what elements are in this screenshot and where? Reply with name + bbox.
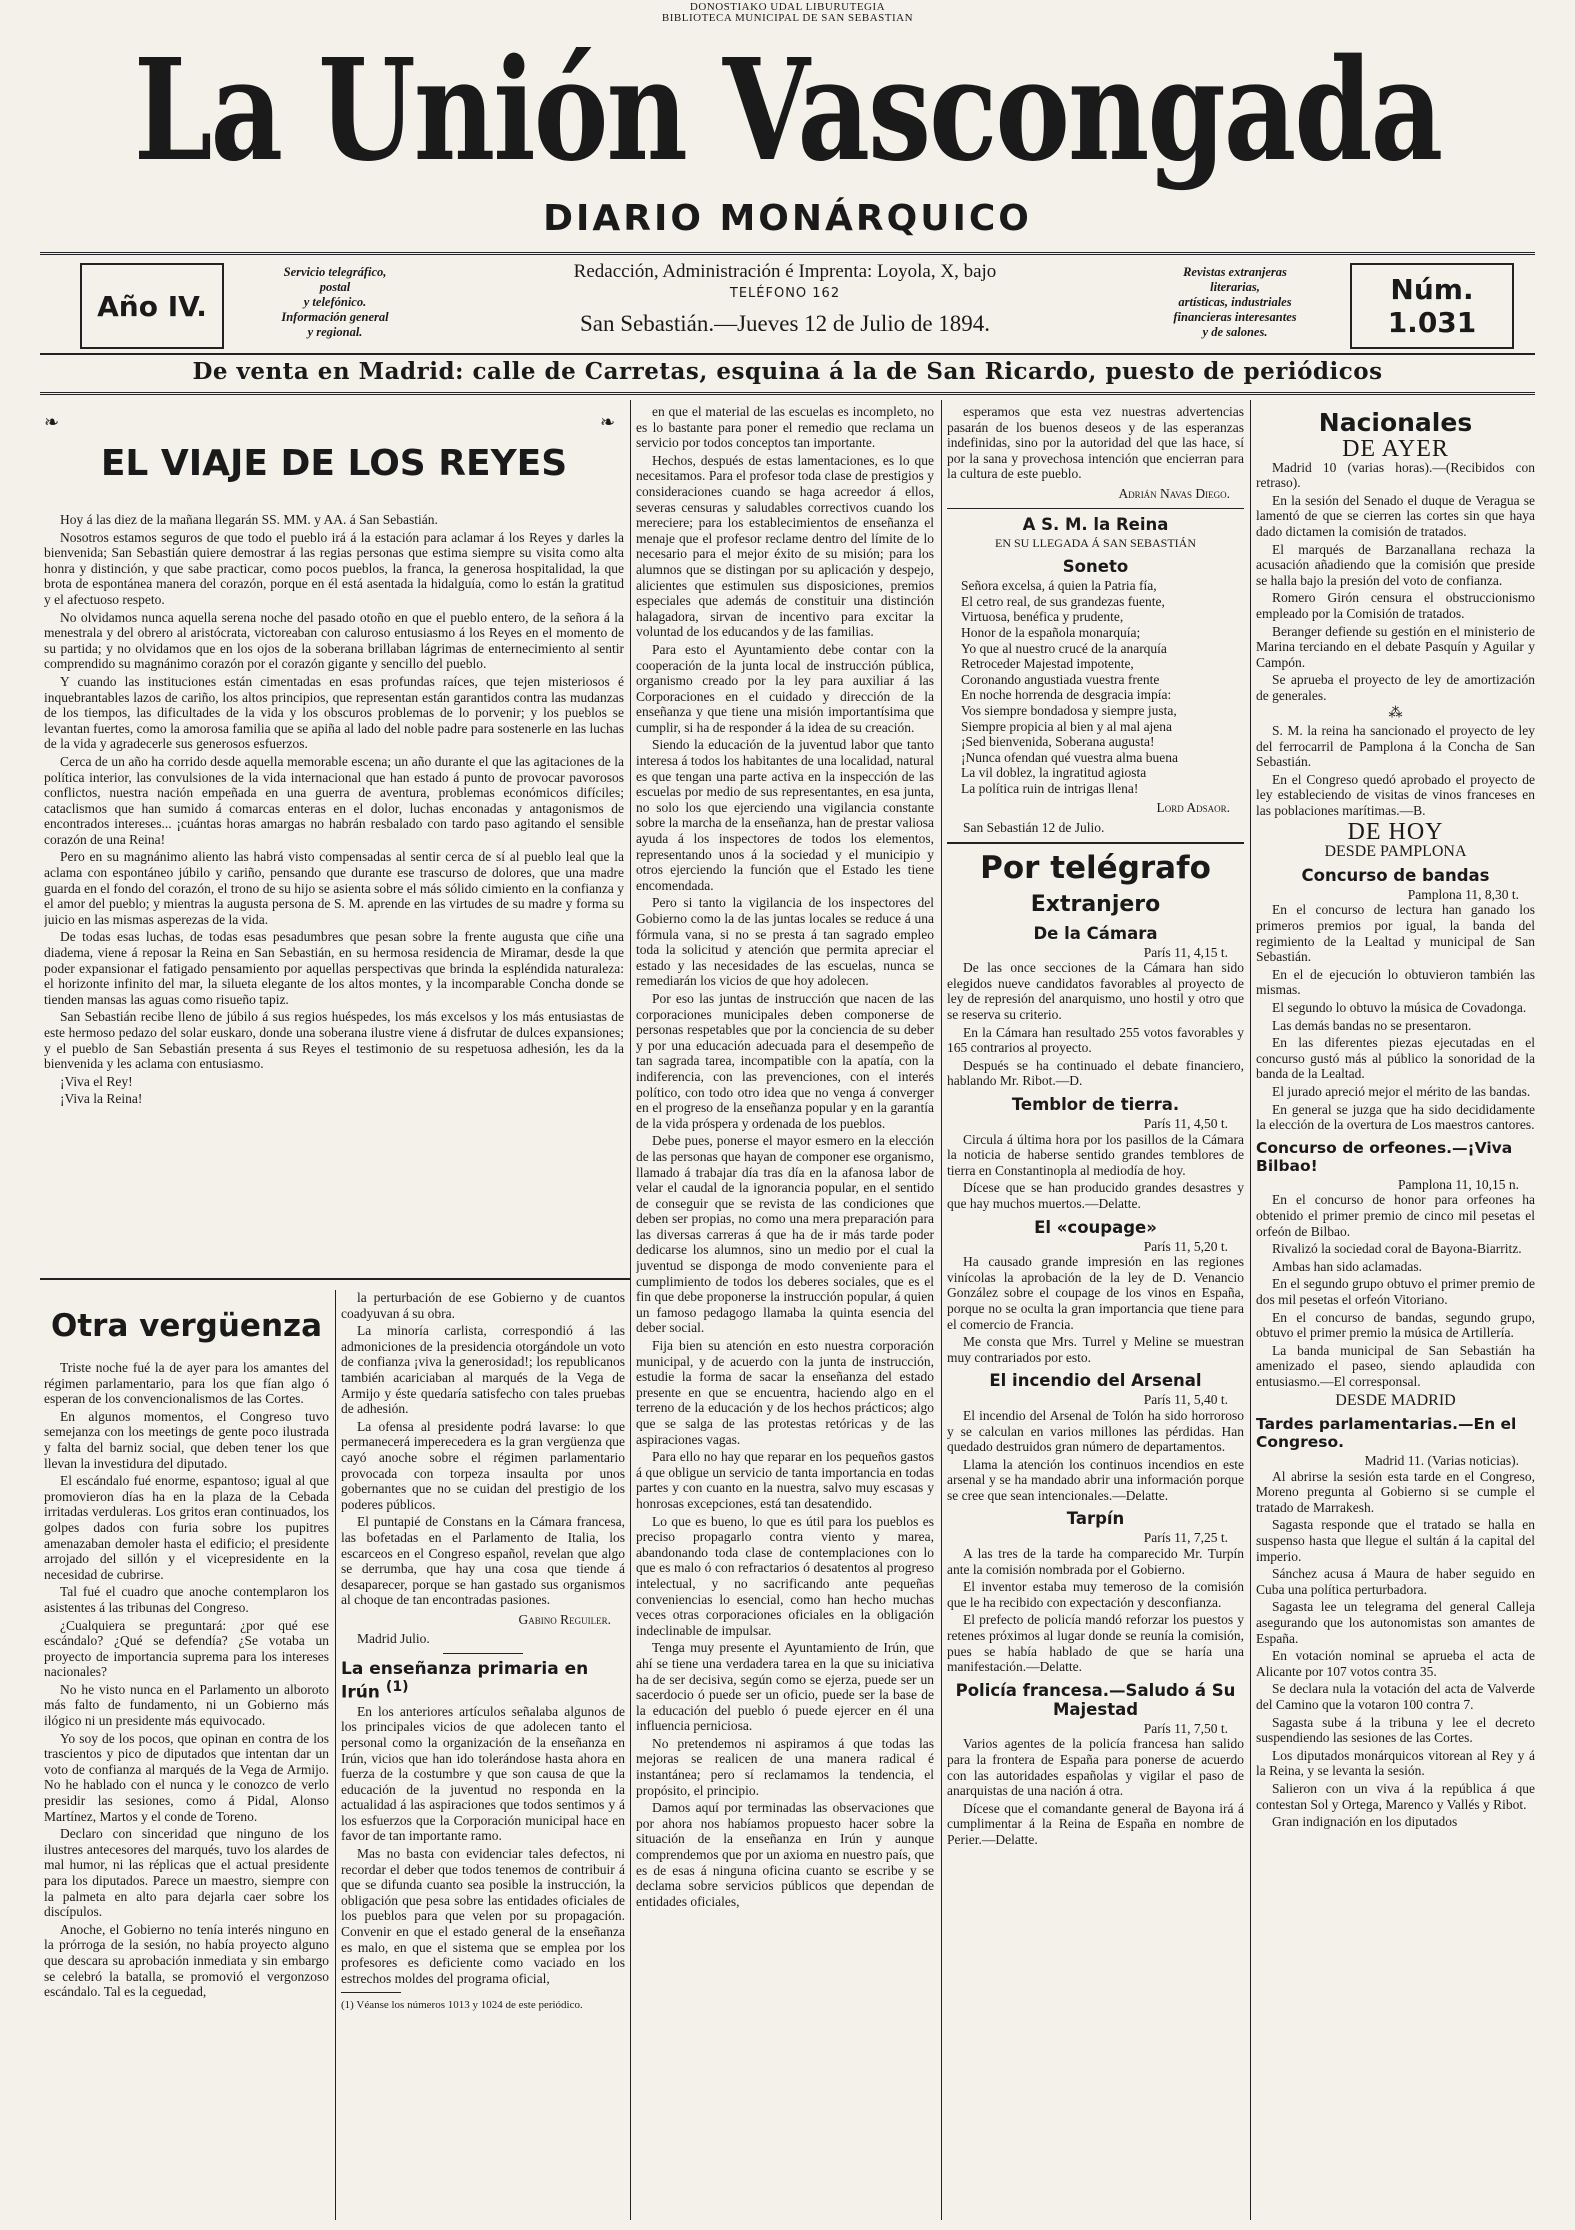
paragraph: esperamos que esta vez nuestras advertencias pasarán de los buenos deseos y de las esperanzas indefinidas, sino por la autoridad del que las hace, sí por la sana y provechosa intención que encierran para la cultura de este pueblo. [947,404,1244,482]
paragraph: Dícese que el comandante general de Bayona irá á cumplimentar á la Reina de España en nombre de Perier.—Delatte. [947,1800,1244,1847]
dateline: Madrid Julio. [357,1631,430,1647]
paragraph: La ofensa al presidente podrá lavarse: lo que permanecerá imperecedera es la gran vergüenza que cayó anoche sobre el régimen parlamentario provocada con torpeza insaulta por unos gobernantes que no se cuidan del prestigio de los poderes públicos. [341,1418,625,1512]
service-line: Servicio telegráfico, [283,265,387,279]
paragraph: Los diputados monárquicos vitorean al Rey y á la Reina, y se levanta la sesión. [1256,1747,1535,1779]
item-title: Temblor de tierra. [1011,1095,1180,1114]
paragraph: En el de ejecución lo obtuvieron también las mismas. [1256,966,1535,998]
year-box: Año IV. [80,263,224,349]
signature: Gabino Reguiler. [518,1611,611,1627]
signature: Lord Adsaor. [1156,800,1230,816]
paragraph: Siendo la educación de la juventud labor que tanto interesa á todos los habitantes de una localidad, natural es que tengan una parte activa en la inspección de las escuelas por medio de sus representantes, en esa junta, no solo los que ejerciendo una vigilancia constante sobre la marcha de la enseñanza, han de prestar valiosa ayuda á los inspectores de todos los elementos, representando unos á la sociedad y el municipio y otros ejerciendo la función que el Estado les tiene encomendada. [636,737,934,893]
paragraph: Hechos, después de estas lamentaciones, es lo que necesitamos. Para el profesor toda clase de prestigios y consideraciones cuando se haga acreedor á ellos, severas censuras y saludables correctivos cuando los mereciere; para los establecimientos de enseñanza el menaje que el profesor reclame dentro del límite de lo necesario para el mejor éxito de su misión; para los alumnos que se distingan por su aplicación y despejo, alicientes que estimulen sus disposiciones, premios especiales que además de constituir una distinción halagadora, sirvan de incentivo para excitar la voluntad de los educandos y de las familias. [636,452,934,640]
paragraph: Para ello no hay que reparar en los pequeños gastos á que obligue un servicio de tanta importancia en todas partes y con cuanto en la nuestra, salvo muy escasas y honrosas excepciones, está tan desatendido. [636,1449,934,1511]
poem-line: Siempre propicia al bien y al mal ajena [961,718,1173,734]
paragraph: Sagasta lee un telegrama del general Calleja asegurando que los autonomistas son amantes de España. [1256,1599,1535,1646]
paragraph: En el Congreso quedó aprobado el proyecto de ley estableciendo de visitas de vinos franceses en las poblaciones marítimas.—B. [1256,771,1535,819]
paragraph: Declaro con sinceridad que ninguno de los ilustres antecesores del marqués, tuvo los alardes de mal humor, ni las réplicas que el actual presidente para los diputados. Parece un maestro, siempre con la palmeta en alto para dejarla caer sobre los discípulos. [44,1826,329,1920]
paragraph: Hoy á las diez de la mañana llegarán SS. MM. y AA. á San Sebastián. [60,512,438,527]
paragraph: El segundo lo obtuvo la música de Covadonga. [1272,1000,1527,1015]
separator-stars: ⁂ [1388,705,1403,721]
phone-line: TELÉFONO 162 [729,286,841,301]
issue-number-box: Núm. 1.031 [1350,263,1514,349]
item-title: Tarpín [1066,1509,1125,1529]
paragraph: En la Cámara han resultado 255 votos favorables y 165 contrarios al proyecto. [947,1024,1244,1056]
desde-pamplona: DESDE PAMPLONA [1324,843,1467,861]
paragraph: Madrid 10 (varias horas).—(Recibidos con retraso). [1256,459,1535,491]
paragraph: El jurado apreció mejor el mérito de las bandas. [1272,1083,1531,1099]
poem-line: ¡Sed bienvenida, Soberana augusta! [961,734,1155,750]
poem-line: Honor de la española monarquía; [961,624,1141,640]
reviews-text [1135,265,1335,340]
paragraph: El puntapié de Constans en la Cámara francesa, las bofetadas en el Parlamento de Italia, los escarceos en el Congreso español, revelan que algo se derrumba, que hay una cosa que tiende á desaparecer, porque se han gastado sus organismos al choque de tan encontradas pasiones. [341,1514,625,1608]
paragraph: Sagasta responde que el tratado se halla en suspenso hasta que llegue el sultán á la capital del imperio. [1256,1517,1535,1564]
divider [947,508,1244,509]
paragraph: ¡Viva el Rey! [60,1073,133,1089]
paragraph: Me consta que Mrs. Turrel y Meline se muestran muy contrariados por esto. [947,1334,1244,1365]
paragraph: Anoche, el Gobierno no tenía interés ninguno en la prórroga de la sesión, no había proyecto alguno que descara su aprobación inmediata y sin embargo se celebró la batalla, se promovió el vergonzoso escándalo. Tal es la ceguedad, [44,1921,329,2000]
poem-line: Virtuosa, benéfica y prudente, [961,609,1124,625]
soneto-title: Soneto [1062,557,1129,577]
paragraph: la perturbación de ese Gobierno y de cuantos coadyuvan á su obra. [341,1290,625,1321]
info-bar [40,252,1535,355]
paragraph: En las diferentes piezas ejecutadas en el concurso gustó más al público la sonoridad de la banda de la Lealtad. [1256,1035,1535,1082]
paragraph: El incendio del Arsenal de Tolón ha sido horroroso y se calculan en varios millones las pérdidas. Han quedado destruidos gran número de departamentos. [947,1407,1244,1455]
divider [443,1653,523,1654]
poem-line: El cetro real, de sus grandezas fuente, [961,593,1165,609]
footnote: (1) Véanse los números 1013 y 1024 de este periódico. [341,1999,583,2012]
item-title: El «coupage» [1034,1217,1157,1237]
item-dateline: París 11, 7,25 t. [1143,1530,1228,1546]
service-line: y regional. [307,325,363,339]
paragraph: Nosotros estamos seguros de que todo el pueblo irá á la estación para aclamar á los Reyes y darles la bienvenida; San Sebastián quiere demostrar á las regias personas que estima siempre su visita como alta honra y distinción, y que sabe practicar, como pocos pueblos, la franca, la generosa hospitalidad, la que brota de espontánea manera del corazón, porque en él está asentada la hidalguía, como lo están la gratitud y el afectuoso respeto. [44,529,624,607]
reviews-line: y de salones. [1202,325,1268,339]
corner-ornament: ❧ [600,412,616,432]
paragraph: Por eso las juntas de instrucción que nacen de las corporaciones municipales deben componerse de personas respetables que por la conciencia de su deber y por una educación adecuada para el desempeño de tan sagrada tarea, incompatible con la apatía, con la indiferencia, con las prevenciones, con el interés político, con todo otro idea que no venga á converger en el progreso de la enseñanza popular y en la garantía de la vida próspera y ordenada de los pueblos. [636,990,934,1131]
de-ayer-heading: DE AYER [1342,436,1449,462]
paragraph: Varios agentes de la policía francesa han salido para la frontera de España para ponerse de acuerdo con las autoridades españolas y vigilar el paso de anarquistas de una nación á otra. [947,1736,1244,1799]
divider [947,842,1244,844]
paragraph: En la sesión del Senado el duque de Veragua se lamentó de que se cierren las cortes sin que haya dado dictamen la comisión de tratados. [1256,492,1535,539]
reina-title: A S. M. la Reina [1022,514,1169,534]
paragraph: Al abrirse la sesión esta tarde en el Congreso, Moreno pregunta al Gobierno si se cumple el tratado de Marrakesh. [1256,1468,1535,1515]
irun-title: La enseñanza primaria en Irún [341,1659,589,1703]
item-title: Tardes parlamentarias.—En el Congreso. [1256,1415,1517,1452]
paragraph: El inventor estaba muy temeroso de la comisión que le ha recibido con expectación y desconfianza. [947,1579,1244,1610]
paragraph: Romero Girón censura el obstruccionismo empleado por la Comisión de tratados. [1256,590,1535,621]
column-rule [335,1290,336,2220]
archive-line-1: DONOSTIAKO UDAL LIBURUTEGIA [689,1,886,13]
item-dateline: Madrid 11. (Varias noticias). [1364,1453,1519,1469]
paragraph: La banda municipal de San Sebastián ha amenizado el paseo, siendo aplaudida con entusiasmo.—El corresponsal. [1256,1342,1535,1389]
paragraph: Dícese que se han producido grandes desastres y que hay muchos muertos.—Delatte. [947,1180,1244,1211]
column-rule [941,400,942,2220]
paragraph: Y cuando las instituciones están cimentadas en esas profundas raíces, que tejen misteriosos é inquebrantables lazos de cariño, los altos principios, que representan están garantidos contra las mudanzas de los tiempos, las dificultades de la vida y los obscuros problemas de lo porvenir; y los pueblos se levantan fuertes, como la amorosa familia que se apiña al lado del noble padre para sostenerle en las luchas de la vida y agradecerle sus generosos esfuerzos. [44,673,624,752]
section-divider [40,1278,630,1280]
paragraph: El marqués de Barzanallana rechaza la acusación añadiendo que la comisión que preside se halla bajo la presión del voto de confianza. [1256,541,1535,588]
item-title: De la Cámara [1033,923,1158,943]
paragraph: En general se juzga que ha sido decididamente la elección de la overtura de Los maestros cantores. [1256,1101,1535,1133]
paragraph: Debe pues, ponerse el mayor esmero en la elección de las personas que hayan de componer ese organismo, llamado á trabajar día tras día en la afanosa labor de velar el caudal de la ignorancia popular, en el sentido de conseguir que se revista de las condiciones que deben ser propias, no como una mera preparación para las diversas carreras á que ha de ir más tarde poder dedicarse los alumnos, sino un medio por el cual la juventud se disponga de modo conveniente para el cumplimiento de todos los deberes sociales, que es el fin que debe proponerse la instrucción popular, á quien un famoso pedagogo llamaba la quinta esencia del deber social. [636,1133,934,1336]
address-block [450,261,1120,335]
paragraph: Pero en su magnánimo aliento las habrá visto compensadas al sentir cerca de sí al pueblo leal que la aclama con espontáneo júbilo y cariño, pensando que durante ese trascurso de dolores, que una madre guarda en el fondo del corazón, el trono de su hijo se asienta sobre el más sólido cimiento en la confianza y el amor del pueblo; y mientras la augusta persona de S. M. aprende en las virtudes de su madre y forma su juicio en las mismas asperezas de la vida. [44,849,624,927]
paragraph: Mas no basta con evidenciar tales defectos, ni recordar el deber que todos tenemos de contribuir á que se difunda cuanto sea posible la instrucción, la obligación que pesa sobre las entidades oficiales de los pueblos para que velen por su propagación. Convenir en que el estado general de la enseñanza es malo, en que el sistema que se emplea por los profesores es deficiente como vaciado en los estrechos moldes del programa oficial, [341,1846,625,1986]
extranjero-title: Extranjero [1030,891,1161,917]
paragraph: El prefecto de policía mandó reforzar los puestos y retenes próximos al lugar donde se reunía la comisión, pues se había hablado de que se haría una manifestación.—Delatte. [947,1612,1244,1675]
service-line: Información general [281,310,389,324]
paragraph: En el concurso de bandas, segundo grupo, obtuvo el primer premio la música de Artillería. [1256,1309,1535,1341]
paragraph: Rivalizó la sociedad coral de Bayona-Biarritz. [1272,1241,1522,1257]
masthead-title: La Unión Vascongada [133,29,1442,193]
footnote-mark: (1) [385,1679,409,1696]
soneto-poem [947,578,1244,796]
otra-verguenza-article [44,1290,329,2220]
paragraph: De las once secciones de la Cámara han sido elegidos nueve candidatos favorables al proyecto de ley de represión del anarquismo, uno hostil y otro que se reserva su criterio. [947,960,1244,1023]
paragraph: ¡Viva la Reina! [60,1091,143,1107]
irun-headline [341,1660,625,1702]
paragraph: Triste noche fué la de ayer para los amantes del régimen parlamentario, para los que fían algo ó esperan de los convencionalismos de las Cortes. [44,1360,329,1407]
lead-article [44,408,624,1274]
masthead-subtitle: DIARIO MONÁRQUICO [543,198,1032,239]
corner-ornament: ❧ [44,412,60,432]
paragraph: S. M. la reina ha sancionado el proyecto de ley del ferrocarril de Pamplona á la Concha de San Sebastián. [1256,723,1535,770]
paragraph: No he visto nunca en el Parlamento un alboroto más falto de fundamento, ni un Gobierno más ilógico ni un presidente más equivocado. [44,1681,329,1729]
signature: Adrián Navas Diego. [1118,485,1230,501]
paragraph: Las demás bandas no se presentaron. [1272,1017,1472,1033]
poem-line: Yo que al nuestro crucé de la anarquía [961,640,1167,656]
paragraph: Ha causado grande impresión en las regiones vinícolas la aprobación de la ley de D. Venancio González sobre el coupage de los vinos en España, porque no se oculta la gran importancia que tiene para el comercio de Francia. [947,1254,1244,1332]
paragraph: Gran indignación en los diputados [1272,1814,1458,1830]
otra-continued-and-irun [341,1290,625,2220]
paragraph: El escándalo fué enorme, espantoso; igual al que promovieron días ha en la plaza de la Cebada irritadas verduleras. Los gritos eran continuados, los golpes dados con furia sobre los pupitres amenazaban demoler hasta el edificio; el presidente arrojado del sillón y el vicepresidente en la necesidad de cubrirse. [44,1473,329,1582]
paragraph: Se declara nula la votación del acta de Valverde del Camino que la votaron 100 contra 7. [1256,1681,1535,1712]
nacionales-column [1256,404,1535,2220]
paragraph: Circula á última hora por los pasillos de la Cámara la noticia de haberse sentido grandes temblores de tierra en Constantinopla al mediodía de hoy. [947,1131,1244,1178]
archive-line-2: BIBLIOTECA MUNICIPAL DE SAN SEBASTIAN [661,12,914,24]
paragraph: San Sebastián recibe lleno de júbilo á sus regios huéspedes, los más excelsos y los más entusiastas de este hermoso pedazo del solar euskaro, donde una soberana ilustre viene á disfrutar de dulces expansiones; y el pueblo de San Sebastián presenta á sus Reyes el testimonio de su respetuosa adhesión, les da la bienvenida y les aclama con entusiasmo. [44,1009,624,1072]
poem-line: La vil doblez, la ingratitud agiosta [961,765,1147,781]
address-line: Redacción, Administración é Imprenta: Loyola, X, bajo [573,261,997,282]
paragraph: Tal fué el cuadro que anoche contemplaron los asistentes á las tribunas del Congreso. [44,1584,329,1615]
paragraph: Beranger defiende su gestión en el ministerio de Marina terciando en el debate Pasquín y Aguilar y Campón. [1256,623,1535,670]
poem-line: ¡Nunca ofendan qué vuestra alma buena [961,749,1179,765]
paragraph: Se aprueba el proyecto de ley de amortización de generales. [1256,672,1535,703]
poem-line: Vos siempre bondadosa y siempre justa, [961,702,1177,718]
item-dateline: Pamplona 11, 8,30 t. [1407,886,1519,902]
paragraph: En los anteriores artículos señalaba algunos de los principales vicios de que adolecen tanto el personal como la organización de la enseñanza en Irún, vicios que han ido tolerándose hasta ahora en fuerza de la costumbre y que son causa de que la educación de la juventud no responda en la actualidad á las aspiraciones que todos sentimos y á los esfuerzos que la Corporación municipal hace en favor de tan importante ramo. [341,1703,625,1844]
item-title: El incendio del Arsenal [989,1371,1202,1391]
telegrafo-title: Por telégrafo [980,849,1211,886]
sale-notice: De venta en Madrid: calle de Carretas, esquina á la de San Ricardo, puesto de periódicos [40,352,1535,395]
reviews-line: Revistas extranjeras [1183,265,1287,279]
paragraph: En votación nominal se aprueba el acta de Alicante por 107 votos contra 35. [1256,1648,1535,1679]
paragraph: Pero si tanto la vigilancia de los inspectores del Gobierno como la de las juntas locales se reduce á una fórmula vana, si no se presta á tan sagrado empleo toda la solicitud y atención que permita apreciar el estado y las necesidades de las escuelas, nunca se remediarán los vicios de que hoy adolecen. [636,895,934,989]
paragraph: Cerca de un año ha corrido desde aquella memorable escena; un año durante el que las agitaciones de la política interior, las convulsiones de la vida internacional que han estado á punto de provocar pavorosos conflictos, nuestra nación empeñada en una guerra de aventura, problemas económicos difíciles; cataclismos que han sumido á comarcas enteras en el dolor, luchas enconadas y antagonismos de encontrados intereses... ¡cuántas horas amargas no habrán resbalado con tardo paso agitando el sensible corazón de una Reina! [44,753,624,847]
reviews-line: artísticas, industriales [1178,295,1292,309]
paragraph: En algunos momentos, el Congreso tuvo semejanza con los meetings de gente poco ilustrada y falta del barniz social, que deben tener los que llevan la investidura del diputado. [44,1408,329,1471]
paragraph: Fija bien su atención en esto nuestra corporación municipal, y de acuerdo con la junta de instrucción, estudie la forma de sacar la enseñanza del estado presente en que se encuentra, haciendo algo en el terreno de la educación y de los hechos prácticos; algo que se salga de las protestas retóricas y de las aspiraciones vagas. [636,1338,934,1447]
item-dateline: París 11, 5,40 t. [1143,1392,1228,1408]
poem-line: La política ruin de intrigas llena! [961,780,1139,796]
telegraph-column [947,404,1244,2220]
column-rule [1250,400,1251,2220]
reviews-line: literarias, [1210,280,1260,294]
paragraph: De todas esas luchas, de todas esas pesadumbres que pesan sobre la frente augusta que ciñe una diadema, viene á reposar la Reina en San Sebastián, en su hermosa residencia de Miramar, desde la que poder expansionar el fatigado pensamiento por aquellas perspectivas que brinda la espléndida naturaleza: el horizonte infinito del mar, la silueta elegante de los altos montes, y la incomparable Concha donde se tienden mansas las aguas como risueño tapiz. [44,929,624,1007]
item-title: Policía francesa.—Saludo á Su Majestad [955,1680,1236,1719]
service-line: postal [319,280,351,294]
otra-headline: Otra vergüenza [50,1308,322,1344]
reina-subtitle: EN SU LLEGADA Á SAN SEBASTIÁN [994,535,1196,550]
poem-line: Señora excelsa, á quien la Patria fía, [961,578,1157,594]
paragraph: La minoría carlista, correspondió á las admoniciones de la presidencia otorgándole un voto de confianza ¡viva la generosidad!; los republicanos también acariciaban al marqués de la Vega de Armijo y éste quedaría satisfecho con tales pruebas de adhesión. [341,1323,625,1417]
nacionales-title: Nacionales [1318,408,1473,437]
paragraph: Llama la atención los continuos incendios en este arsenal y se ha mandado abrir una información porque se cree que sean intencionales.—Delatte. [947,1456,1244,1503]
item-dateline: París 11, 4,15 t. [1143,944,1228,960]
paragraph: Lo que es bueno, lo que es útil para los pueblos es preciso propagarlo contra viento y marea, abandonando toda clase de contemplaciones con lo que es malo ó con refractarios ó desatentos al progreso intelectual, y no sacrificando ante pequeñas conveniencias lo esencial, como han hecho muchas veces otras corporaciones oficiales en la obligación indeclinable de impulsar. [636,1513,934,1638]
dateline: San Sebastián 12 de Julio. [963,820,1105,836]
footnote-rule [341,1992,401,1993]
paragraph: ¿Cualquiera se preguntará: ¿por qué ese escándalo? ¿Qué se defendía? ¿Se votaba un proyecto de importancia suprema para los intereses nacionales? [44,1617,329,1680]
paragraph: En el concurso de lectura han ganado los primeros premios por igual, la banda del regimiento de la Lealtad y municipal de San Sebastián. [1256,902,1535,965]
column-rule [630,400,631,2220]
paragraph: En el concurso de honor para orfeones ha obtenido el primer premio de cinco mil pesetas el orfeón de Bilbao. [1256,1192,1535,1239]
irun-continued [636,404,934,2220]
poem-line: En noche horrenda de desgracia impía: [961,687,1172,703]
paragraph: Sagasta sube á la tribuna y lee el decreto suspendiendo las sesiones de las Cortes. [1256,1714,1535,1746]
reviews-line: financieras interesantes [1173,310,1297,324]
paragraph: Para esto el Ayuntamiento debe contar con la cooperación de la junta local de instrucción pública, organismo creado por la ley para auxiliar á las Corporaciones en el cuidado y dirección de la enseñanza y que tiene una misión importantísima que cumplir, si ha de responder á la idea de su creación. [636,641,934,735]
service-text [240,265,430,340]
lead-headline: EL VIAJE DE LOS REYES [100,443,568,484]
item-title: Concurso de orfeones.—¡Viva Bilbao! [1256,1138,1513,1175]
paragraph: en que el material de las escuelas es incompleto, no es lo bastante para poner el remedio que reclama un servicio por todos conceptos tan importante. [636,404,934,451]
paragraph: Salieron con un viva á la república á que contestan Sol y Ortega, Marenco y Vallés y Ribot. [1256,1780,1535,1812]
paragraph: No olvidamos nunca aquella serena noche del pasado otoño en que el pueblo entero, de la señora á la menestrala y del obrero al aristócrata, victoreaban con caluroso entusiasmo á los Reyes en el momento de su partida; y no olvidamos que en los ojos de la soberana brillaban lágrimas de enternecimiento al sentir comprendido su magnánimo corazón por el corazón gigante y sencillo del pueblo. [44,609,624,672]
poem-line: Coronando angustiada vuestra frente [961,671,1160,687]
paragraph: Ambas han sido aclamadas. [1272,1258,1422,1274]
paragraph: Después se ha continuado el debate financiero, hablando Mr. Ribot.—D. [947,1057,1244,1089]
paragraph: Tenga muy presente el Ayuntamiento de Irún, que ahí se tiene una verdadera tarea en la que su iniciativa ha de ser decisiva, según como se ejerza, puede ser un sacerdocio ó puede ser un oficio, puede ser la base de la educación del pueblo ó puede ejercer en él una influencia perniciosa. [636,1640,934,1734]
item-dateline: París 11, 4,50 t. [1143,1116,1228,1131]
item-dateline: París 11, 5,20 t. [1143,1238,1228,1254]
service-line: y telefónico. [303,295,367,309]
item-title: Concurso de bandas [1301,865,1490,885]
paragraph: A las tres de la tarde ha comparecido Mr. Turpín ante la comisión nombrada por el Gobierno. [947,1546,1244,1577]
paragraph: Damos aquí por terminadas las observaciones que por ahora nos habíamos propuesto hacer sobre la situación de la enseñanza en Irún y aunque comprendemos que por un axioma en nuestro país, que es de esas á ninguna oficina cuanto se escribe y se declama sobre servicios públicos que dependan de entidades oficiales, [636,1800,934,1909]
paragraph: No pretendemos ni aspiramos á que todas las mejoras se realicen de una manera radical é instantánea; pero sí reclamamos la tendencia, el propósito, el principio. [636,1735,934,1798]
item-dateline: París 11, 7,50 t. [1143,1720,1228,1736]
de-hoy-heading: DE HOY [1347,818,1444,845]
desde-madrid: DESDE MADRID [1335,1392,1456,1410]
paragraph: Yo soy de los pocos, que opinan en contra de los trascientos y pico de diputados que intentan dar un voto de confianza al marqués de la Vega de Armijo. No he hablado con el nunca y le conozco de verlo presidir las sesiones, como á Pidal, Alonso Martínez, Martos y el conde de Toreno. [44,1730,329,1824]
paragraph: Sánchez acusa á Maura de haber seguido en Cuba una política perturbadora. [1256,1566,1535,1597]
item-dateline: Pamplona 11, 10,15 n. [1398,1176,1519,1192]
archive-stamp [0,2,1575,24]
issue-date: San Sebastián.—Jueves 12 de Julio de 1894. [579,311,991,336]
poem-line: Retroceder Majestad impotente, [961,656,1134,672]
paragraph: En el segundo grupo obtuvo el primer premio de dos mil pesetas el orfeón Vitoriano. [1256,1276,1535,1307]
